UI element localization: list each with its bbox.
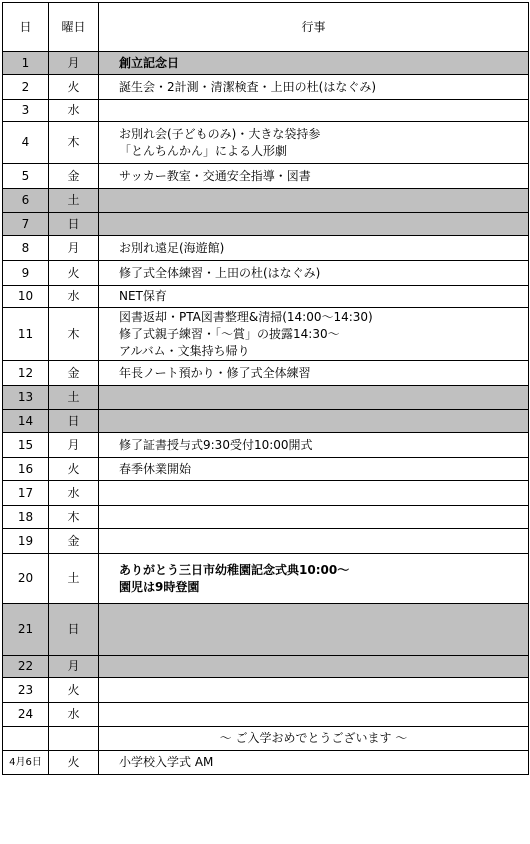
event-cell bbox=[99, 386, 529, 410]
day-cell: 10 bbox=[3, 286, 49, 308]
event-cell bbox=[99, 703, 529, 727]
weekday-cell: 火 bbox=[49, 751, 99, 775]
weekday-cell: 金 bbox=[49, 361, 99, 386]
event-schedule-table bbox=[2, 2, 529, 775]
day-cell: 7 bbox=[3, 213, 49, 236]
day-cell: 4 bbox=[3, 122, 49, 164]
day-cell: 2 bbox=[3, 75, 49, 100]
weekday-cell: 金 bbox=[49, 164, 99, 189]
weekday-cell: 日 bbox=[49, 604, 99, 656]
table-row bbox=[3, 529, 529, 554]
event-cell bbox=[99, 213, 529, 236]
table-row bbox=[3, 122, 529, 164]
event-cell bbox=[99, 481, 529, 506]
table-row bbox=[3, 236, 529, 261]
weekday-cell: 日 bbox=[49, 213, 99, 236]
day-cell: 16 bbox=[3, 458, 49, 481]
day-cell: 14 bbox=[3, 410, 49, 433]
event-cell: 修了式全体練習・上田の杜(はなぐみ) bbox=[99, 261, 529, 286]
day-cell: 13 bbox=[3, 386, 49, 410]
header-weekday: 曜日 bbox=[49, 3, 99, 52]
day-cell: 12 bbox=[3, 361, 49, 386]
table-row bbox=[3, 100, 529, 122]
event-cell bbox=[99, 678, 529, 703]
table-row bbox=[3, 678, 529, 703]
event-cell: お別れ遠足(海遊館) bbox=[99, 236, 529, 261]
event-cell: 誕生会・2計測・清潔検査・上田の杜(はなぐみ) bbox=[99, 75, 529, 100]
event-cell: 年長ノート預かり・修了式全体練習 bbox=[99, 361, 529, 386]
day-cell: 9 bbox=[3, 261, 49, 286]
table-row bbox=[3, 189, 529, 213]
day-cell: 5 bbox=[3, 164, 49, 189]
weekday-cell: 木 bbox=[49, 506, 99, 529]
weekday-cell: 水 bbox=[49, 481, 99, 506]
day-cell: 6 bbox=[3, 189, 49, 213]
day-cell bbox=[3, 727, 49, 751]
table-row bbox=[3, 481, 529, 506]
event-cell bbox=[99, 506, 529, 529]
table-row bbox=[3, 52, 529, 75]
day-cell: 3 bbox=[3, 100, 49, 122]
table-row bbox=[3, 213, 529, 236]
day-cell: 11 bbox=[3, 308, 49, 361]
day-cell: 17 bbox=[3, 481, 49, 506]
weekday-cell: 火 bbox=[49, 75, 99, 100]
header-event: 行事 bbox=[99, 3, 529, 52]
table-row bbox=[3, 554, 529, 604]
header-day: 日 bbox=[3, 3, 49, 52]
weekday-cell: 水 bbox=[49, 703, 99, 727]
event-cell: 創立記念日 bbox=[99, 52, 529, 75]
day-cell: 24 bbox=[3, 703, 49, 727]
event-cell: ありがとう三日市幼稚園記念式典10:00～ 園児は9時登園 bbox=[99, 554, 529, 604]
day-cell: 19 bbox=[3, 529, 49, 554]
day-cell: 18 bbox=[3, 506, 49, 529]
event-cell bbox=[99, 529, 529, 554]
weekday-cell: 日 bbox=[49, 410, 99, 433]
weekday-cell: 火 bbox=[49, 458, 99, 481]
schedule-body bbox=[3, 52, 529, 775]
table-row bbox=[3, 751, 529, 775]
event-cell: 図書返却・PTA図書整理&清掃(14:00～14:30) 修了式親子練習・「～賞」の披露14:30～ アルバム・文集持ち帰り bbox=[99, 308, 529, 361]
event-cell bbox=[99, 100, 529, 122]
weekday-cell: 火 bbox=[49, 678, 99, 703]
weekday-cell: 月 bbox=[49, 656, 99, 678]
day-cell: 4月6日 bbox=[3, 751, 49, 775]
table-row bbox=[3, 656, 529, 678]
event-cell: サッカー教室・交通安全指導・図書 bbox=[99, 164, 529, 189]
weekday-cell: 土 bbox=[49, 554, 99, 604]
event-cell: 春季休業開始 bbox=[99, 458, 529, 481]
weekday-cell: 木 bbox=[49, 122, 99, 164]
event-cell: NET保育 bbox=[99, 286, 529, 308]
table-row bbox=[3, 506, 529, 529]
table-row bbox=[3, 410, 529, 433]
day-cell: 21 bbox=[3, 604, 49, 656]
day-cell: 22 bbox=[3, 656, 49, 678]
table-row bbox=[3, 386, 529, 410]
table-row bbox=[3, 308, 529, 361]
event-cell bbox=[99, 656, 529, 678]
table-row bbox=[3, 727, 529, 751]
event-cell: 小学校入学式 AM bbox=[99, 751, 529, 775]
weekday-cell: 月 bbox=[49, 236, 99, 261]
day-cell: 20 bbox=[3, 554, 49, 604]
table-row bbox=[3, 433, 529, 458]
table-row bbox=[3, 75, 529, 100]
table-row bbox=[3, 261, 529, 286]
weekday-cell: 水 bbox=[49, 286, 99, 308]
weekday-cell: 木 bbox=[49, 308, 99, 361]
event-cell bbox=[99, 410, 529, 433]
table-row bbox=[3, 703, 529, 727]
table-row bbox=[3, 164, 529, 189]
weekday-cell: 水 bbox=[49, 100, 99, 122]
weekday-cell: 月 bbox=[49, 52, 99, 75]
weekday-cell: 土 bbox=[49, 189, 99, 213]
header-row bbox=[3, 3, 529, 52]
event-cell bbox=[99, 604, 529, 656]
event-cell: 修了証書授与式9:30受付10:00開式 bbox=[99, 433, 529, 458]
table-row bbox=[3, 604, 529, 656]
table-row bbox=[3, 286, 529, 308]
weekday-cell: 土 bbox=[49, 386, 99, 410]
weekday-cell bbox=[49, 727, 99, 751]
table-row bbox=[3, 361, 529, 386]
event-cell: お別れ会(子どものみ)・大きな袋持参 「とんちんかん」による人形劇 bbox=[99, 122, 529, 164]
event-cell bbox=[99, 189, 529, 213]
day-cell: 15 bbox=[3, 433, 49, 458]
day-cell: 8 bbox=[3, 236, 49, 261]
day-cell: 1 bbox=[3, 52, 49, 75]
day-cell: 23 bbox=[3, 678, 49, 703]
event-cell: ～ ご入学おめでとうございます ～ bbox=[99, 727, 529, 751]
weekday-cell: 金 bbox=[49, 529, 99, 554]
table-row bbox=[3, 458, 529, 481]
weekday-cell: 月 bbox=[49, 433, 99, 458]
weekday-cell: 火 bbox=[49, 261, 99, 286]
